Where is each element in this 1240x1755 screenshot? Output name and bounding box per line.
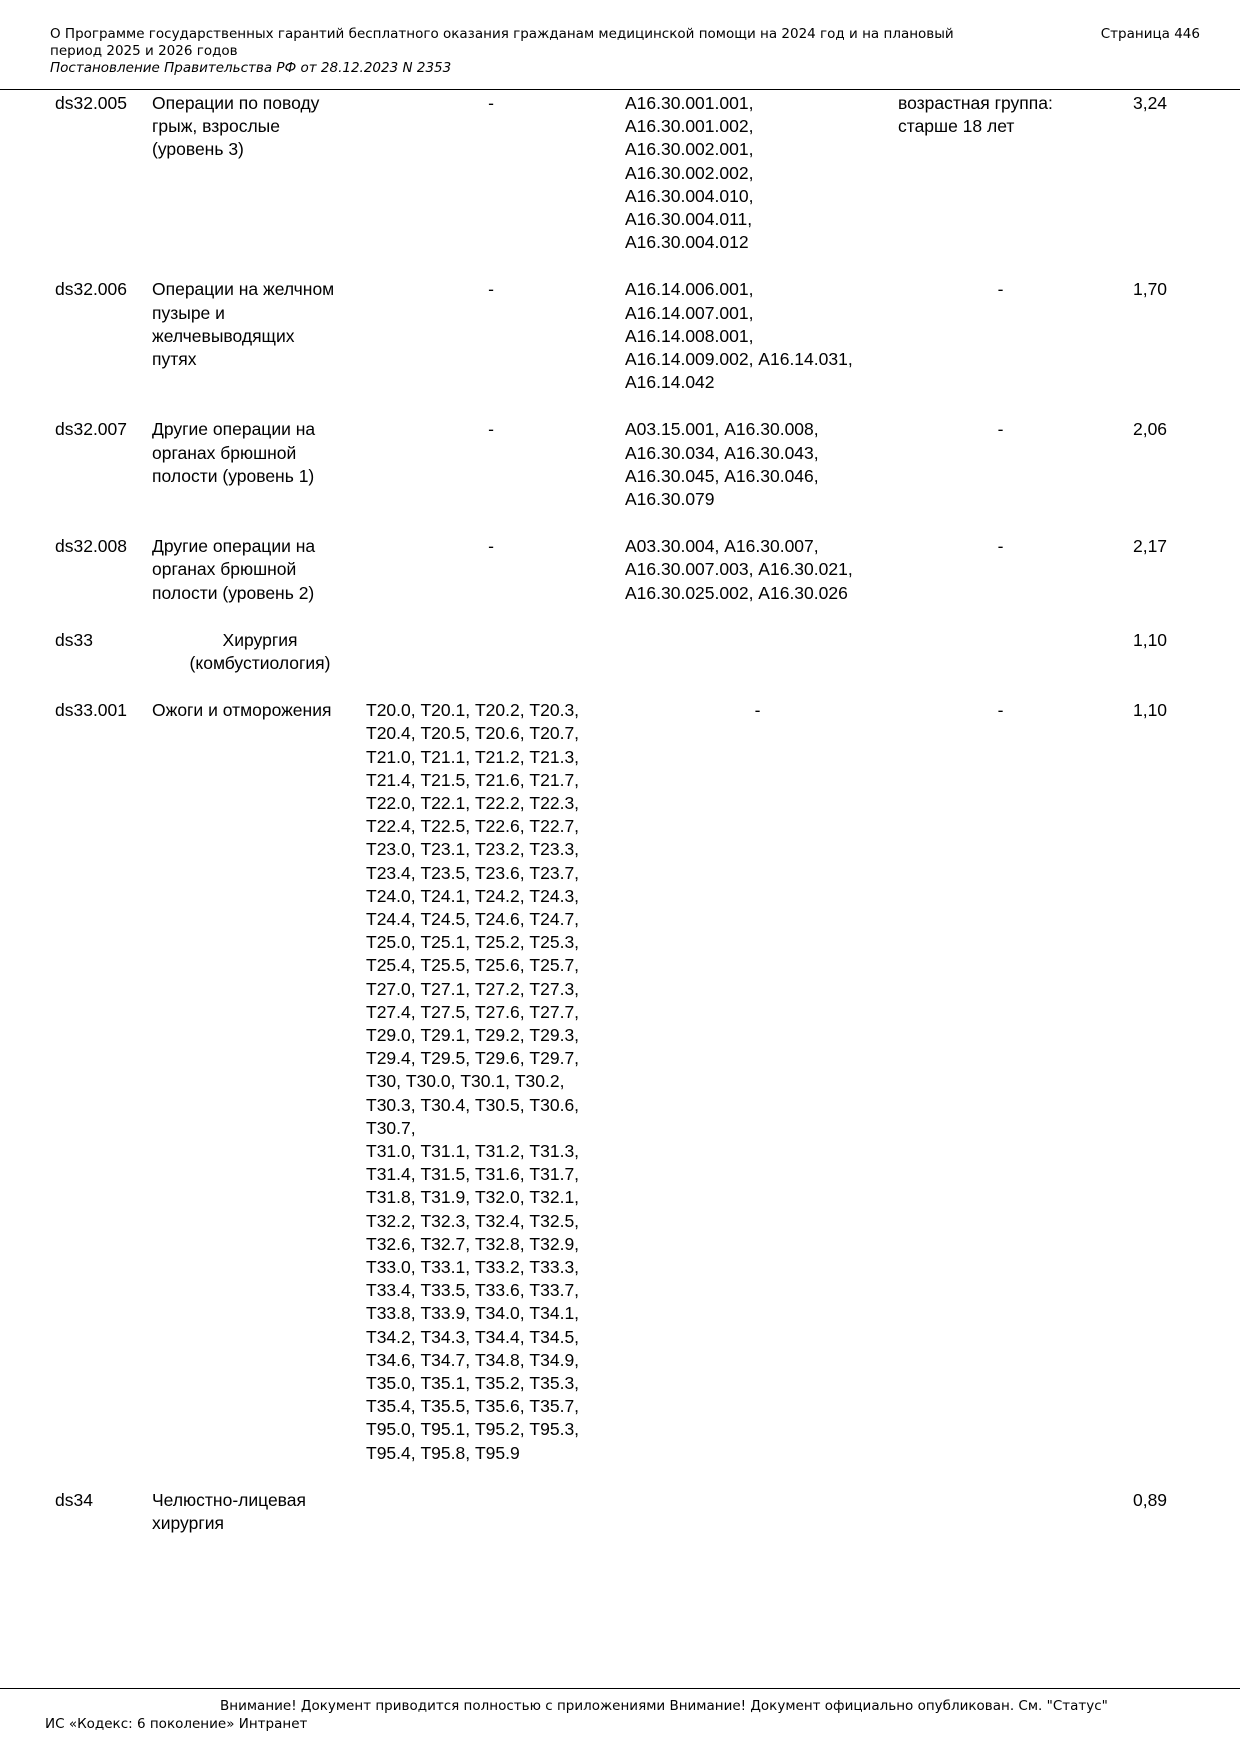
row-diagnosis-codes — [366, 418, 616, 441]
row-service-codes — [625, 535, 890, 605]
header-divider — [0, 89, 1240, 90]
row-diagnosis-codes — [366, 699, 616, 1465]
table-row — [0, 92, 1240, 278]
row-code: ds34 — [55, 1489, 93, 1510]
page-footer — [45, 1697, 1195, 1733]
row-diagnosis-codes-line: Т24.0, Т24.1, Т24.2, Т24.3, — [366, 885, 580, 906]
row-diagnosis-codes — [366, 278, 616, 301]
row-coefficient: 1,10 — [1132, 629, 1168, 650]
row-diagnosis-codes-line: Т30, Т30.0, Т30.1, Т30.2, — [366, 1071, 565, 1092]
row-diagnosis-codes-line: Т30.7, — [366, 1117, 416, 1138]
row-code: ds32.008 — [55, 536, 128, 557]
table-row — [0, 699, 1240, 1489]
row-service-codes-line: А16.30.034, А16.30.043, — [625, 442, 819, 463]
table-row — [0, 418, 1240, 535]
row-code: ds32.005 — [55, 93, 128, 113]
row-name-line: Челюстно-лицевая — [152, 1489, 306, 1510]
row-diagnosis-codes — [366, 92, 616, 115]
table-row — [0, 535, 1240, 629]
row-service-codes-line: А16.14.006.001, — [625, 279, 754, 300]
row-name — [152, 699, 357, 722]
row-code: ds32.006 — [55, 279, 128, 300]
row-other-criteria-line: возрастная группа: — [898, 93, 1053, 113]
row-name — [152, 92, 357, 162]
row-service-codes-line: А16.30.002.002, — [625, 162, 754, 183]
row-diagnosis-codes-line: Т32.6, Т32.7, Т32.8, Т32.9, — [366, 1233, 580, 1254]
row-service-codes-line: А03.15.001, А16.30.008, — [625, 419, 819, 440]
row-name-line: Операции по поводу — [152, 93, 320, 113]
row-service-codes-line: А16.30.025.002, А16.30.026 — [625, 582, 848, 603]
row-diagnosis-codes-line: Т22.0, Т22.1, Т22.2, Т22.3, — [366, 792, 580, 813]
row-name-line: органах брюшной — [152, 442, 297, 463]
row-diagnosis-codes-line: Т31.8, Т31.9, Т32.0, Т32.1, — [366, 1187, 580, 1208]
row-name — [152, 278, 357, 371]
footer-source: ИС «Кодекс: 6 поколение» Интранет — [45, 1716, 308, 1732]
row-coefficient: 1,70 — [1132, 279, 1168, 300]
row-name-line: полости (уровень 2) — [152, 582, 315, 603]
row-service-codes-line: А16.30.004.011, — [625, 209, 753, 230]
row-service-codes-line: А16.14.042 — [625, 372, 715, 393]
row-name-line: путях — [152, 349, 197, 369]
row-service-codes — [625, 278, 890, 394]
page-header — [50, 26, 1200, 77]
row-coefficient: 1,10 — [1132, 700, 1168, 721]
table-row — [0, 278, 1240, 418]
row-code: ds32.007 — [55, 419, 128, 440]
tariff-table — [0, 92, 1240, 1559]
row-diagnosis-codes-line: Т35.4, Т35.5, Т35.6, Т35.7, — [366, 1396, 580, 1417]
row-name-line: грыж, взрослые — [152, 116, 280, 137]
row-service-codes-line: - — [754, 700, 761, 721]
row-name-line: пузыре и — [152, 302, 225, 323]
page-number: Страница 446 — [1100, 26, 1200, 42]
row-coefficient: 0,89 — [1132, 1489, 1168, 1510]
row-coefficient: 3,24 — [1132, 93, 1168, 113]
row-diagnosis-codes-line: - — [488, 279, 494, 300]
row-diagnosis-codes-line: Т31.4, Т31.5, Т31.6, Т31.7, — [366, 1164, 580, 1185]
row-service-codes-line: А16.14.009.002, А16.14.031, — [625, 349, 853, 369]
row-name-line: полости (уровень 1) — [152, 465, 315, 486]
table-row — [0, 1489, 1240, 1559]
row-diagnosis-codes-line: Т21.4, Т21.5, Т21.6, Т21.7, — [366, 769, 580, 790]
row-diagnosis-codes-line: Т27.4, Т27.5, Т27.6, Т27.7, — [366, 1001, 580, 1022]
row-service-codes-line: А16.14.008.001, — [625, 325, 754, 346]
row-name-line: Ожоги и отморожения — [152, 700, 332, 721]
row-diagnosis-codes-line: Т95.4, Т95.8, Т95.9 — [366, 1442, 520, 1463]
footer-divider — [0, 1688, 1240, 1689]
row-diagnosis-codes-line: Т25.4, Т25.5, Т25.6, Т25.7, — [366, 955, 580, 976]
row-coefficient: 2,17 — [1132, 536, 1168, 557]
row-name — [152, 418, 357, 488]
row-name-line: органах брюшной — [152, 559, 297, 580]
row-diagnosis-codes-line: Т33.0, Т33.1, Т33.2, Т33.3, — [366, 1257, 580, 1278]
row-diagnosis-codes-line: Т29.4, Т29.5, Т29.6, Т29.7, — [366, 1048, 580, 1069]
row-service-codes-line: А03.30.004, А16.30.007, — [625, 536, 819, 557]
row-diagnosis-codes-line: Т34.6, Т34.7, Т34.8, Т34.9, — [366, 1349, 580, 1370]
row-diagnosis-codes-line: Т25.0, Т25.1, Т25.2, Т25.3, — [366, 932, 580, 953]
row-other-criteria — [898, 418, 1103, 441]
row-diagnosis-codes-line: Т32.2, Т32.3, Т32.4, Т32.5, — [366, 1210, 580, 1231]
row-diagnosis-codes-line: Т22.4, Т22.5, Т22.6, Т22.7, — [366, 816, 580, 837]
table-row — [0, 629, 1240, 699]
row-other-criteria-line: - — [997, 536, 1004, 557]
row-service-codes-line: А16.30.001.001, — [625, 93, 754, 113]
row-code: ds33 — [55, 629, 93, 650]
row-name-line: Другие операции на — [152, 536, 316, 557]
row-name-line: (комбустиология) — [189, 652, 331, 673]
row-diagnosis-codes-line: Т35.0, Т35.1, Т35.2, Т35.3, — [366, 1373, 580, 1394]
row-diagnosis-codes-line: Т31.0, Т31.1, Т31.2, Т31.3, — [366, 1141, 580, 1162]
row-service-codes-line: А16.30.004.010, — [625, 185, 754, 206]
row-name-line: (уровень 3) — [152, 139, 244, 160]
row-name-line: Хирургия — [222, 629, 298, 650]
row-other-criteria-line: - — [997, 279, 1004, 300]
row-diagnosis-codes-line: Т95.0, Т95.1, Т95.2, Т95.3, — [366, 1419, 580, 1440]
row-diagnosis-codes-line: - — [488, 419, 494, 440]
row-other-criteria — [898, 92, 1103, 138]
row-name-line: желчевыводящих — [152, 325, 295, 346]
row-diagnosis-codes-line: Т29.0, Т29.1, Т29.2, Т29.3, — [366, 1025, 580, 1046]
document-title-line-1: О Программе государственных гарантий бесплатного оказания гражданам медицинской помощи на 2024 год и на плановый — [50, 26, 954, 42]
row-service-codes-line: А16.30.007.003, А16.30.021, — [625, 559, 853, 580]
row-service-codes-line: А16.30.079 — [625, 489, 715, 509]
row-service-codes-line: А16.30.001.002, — [625, 116, 754, 137]
document-subtitle: Постановление Правительства РФ от 28.12.2023 N 2353 — [50, 60, 452, 76]
row-service-codes-line: А16.30.004.012 — [625, 232, 749, 253]
row-diagnosis-codes-line: Т24.4, Т24.5, Т24.6, Т24.7, — [366, 909, 580, 929]
row-diagnosis-codes-line: - — [488, 536, 494, 557]
row-diagnosis-codes-line: Т33.8, Т33.9, Т34.0, Т34.1, — [366, 1303, 580, 1324]
row-diagnosis-codes-line: Т20.0, Т20.1, Т20.2, Т20.3, — [366, 700, 580, 721]
row-other-criteria — [898, 278, 1103, 301]
row-diagnosis-codes-line: - — [488, 93, 494, 113]
row-service-codes — [625, 92, 890, 254]
row-diagnosis-codes — [366, 535, 616, 558]
document-title — [50, 26, 1030, 60]
row-service-codes — [625, 418, 890, 511]
row-service-codes — [625, 699, 890, 722]
row-diagnosis-codes-line: Т27.0, Т27.1, Т27.2, Т27.3, — [366, 978, 580, 999]
row-diagnosis-codes-line: Т21.0, Т21.1, Т21.2, Т21.3, — [366, 746, 580, 767]
row-name-line: Другие операции на — [152, 419, 316, 440]
row-diagnosis-codes-line: Т20.4, Т20.5, Т20.6, Т20.7, — [366, 723, 580, 744]
row-code: ds33.001 — [55, 700, 128, 721]
row-coefficient: 2,06 — [1132, 419, 1168, 440]
row-name — [152, 535, 357, 605]
row-name-line: Операции на желчном — [152, 279, 335, 300]
row-other-criteria — [898, 699, 1103, 722]
row-name — [152, 1489, 357, 1535]
row-name — [150, 629, 370, 675]
row-service-codes-line: А16.30.002.001, — [625, 139, 754, 160]
row-diagnosis-codes-line: Т23.0, Т23.1, Т23.2, Т23.3, — [366, 839, 580, 860]
row-name-line: хирургия — [152, 1512, 224, 1533]
footer-notice: Внимание! Документ приводится полностью с приложениями Внимание! Документ официально опубликован. См. "Статус" — [220, 1698, 1108, 1714]
row-service-codes-line: А16.30.045, А16.30.046, — [625, 465, 819, 486]
document-title-line-2: период 2025 и 2026 годов — [50, 43, 238, 59]
row-diagnosis-codes-line: Т33.4, Т33.5, Т33.6, Т33.7, — [366, 1280, 580, 1301]
row-other-criteria-line: - — [997, 419, 1004, 440]
row-diagnosis-codes-line: Т30.3, Т30.4, Т30.5, Т30.6, — [366, 1094, 580, 1115]
row-other-criteria — [898, 535, 1103, 558]
row-diagnosis-codes-line: Т23.4, Т23.5, Т23.6, Т23.7, — [366, 862, 580, 883]
row-other-criteria-line: старше 18 лет — [898, 116, 1015, 137]
row-other-criteria-line: - — [997, 700, 1004, 721]
row-diagnosis-codes-line: Т34.2, Т34.3, Т34.4, Т34.5, — [366, 1326, 580, 1347]
row-service-codes-line: А16.14.007.001, — [625, 302, 754, 323]
